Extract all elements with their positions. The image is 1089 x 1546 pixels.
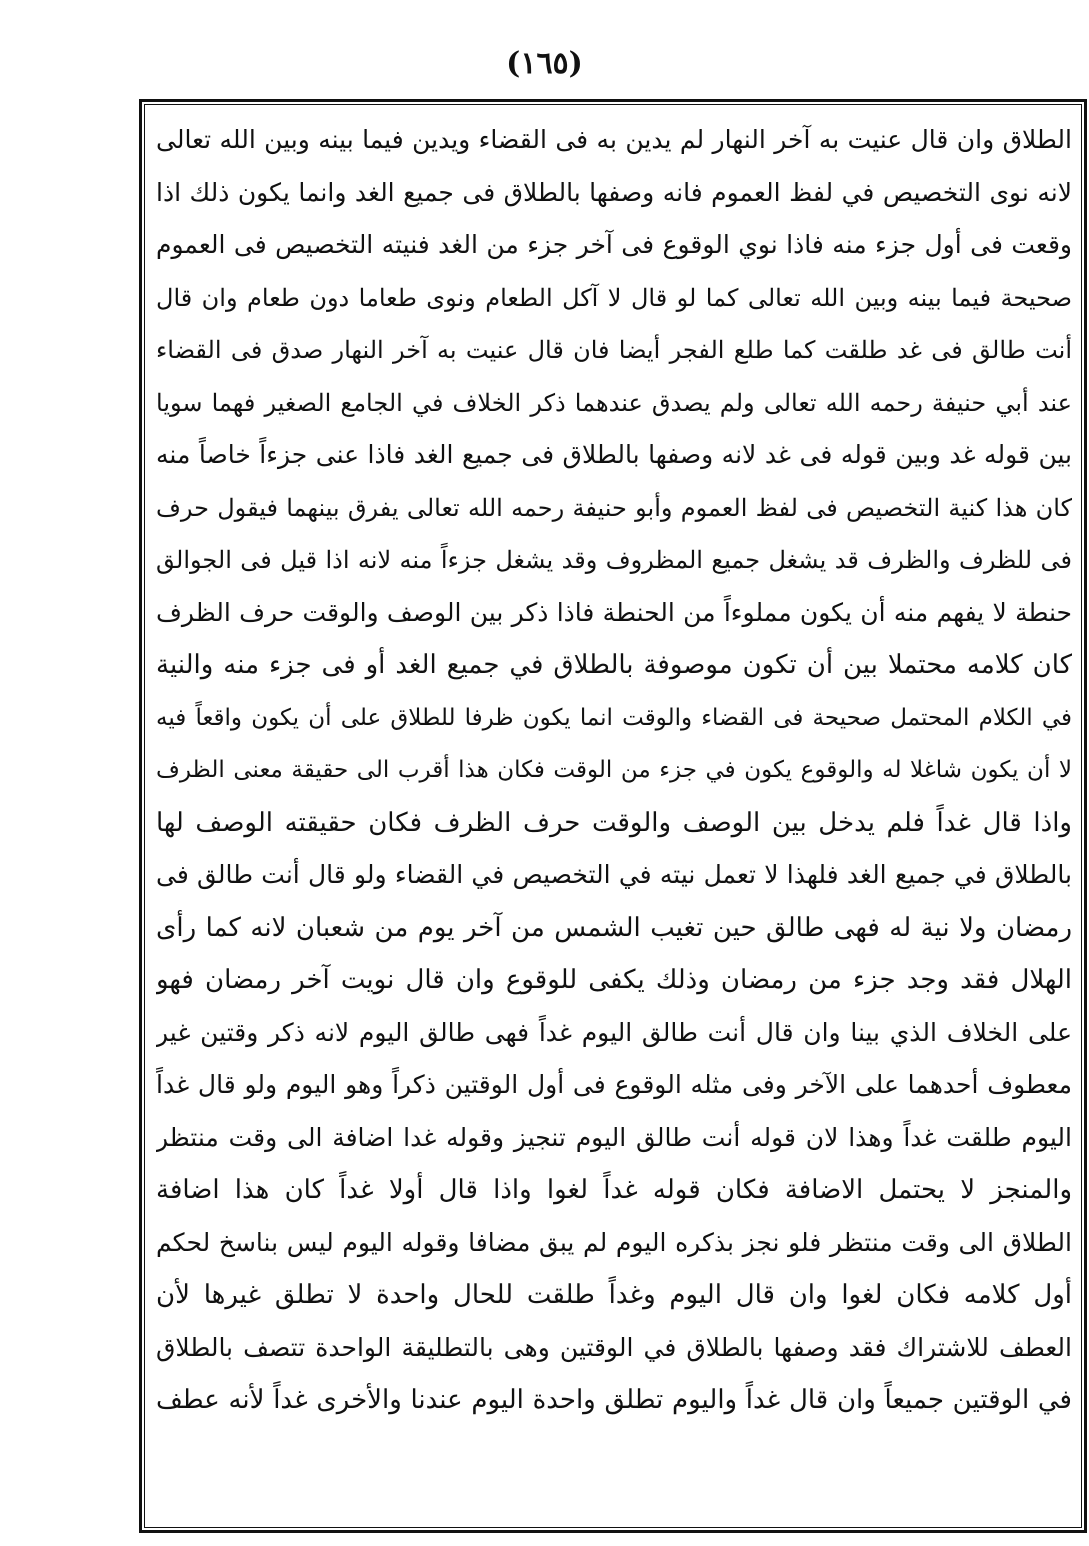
text-line: بالطلاق في جميع الغد فلهذا لا تعمل نيته في التخصيص في القضاء ولو قال أنت طالق فى	[156, 860, 1072, 889]
text-line: الهلال فقد وجد جزء من رمضان وذلك يكفى للوقوع وان قال نويت آخر رمضان فهو	[156, 965, 1072, 995]
text-line: عند أبي حنيفة رحمه الله تعالى ولم يصدق عندهما ذكر الخلاف في الجامع الصغير فهما سويا	[156, 388, 1072, 417]
text-line: الطلاق الى وقت منتظر فلو نجز بذكره اليوم لم يبق مضافا وقوله اليوم ليس بناسخ لحكم	[156, 1227, 1072, 1257]
text-line: أول كلامه فكان لغوا وان قال اليوم وغداً طلقت للحال واحدة لا تطلق غيرها لأن	[156, 1280, 1072, 1310]
text-line: واذا قال غداً فلم يدخل بين الوصف والوقت حرف الظرف فكان حقيقته الوصف لها	[156, 807, 1072, 838]
text-line: كان كلامه محتملا بين أن تكون موصوفة بالطلاق في جميع الغد أو فى جزء منه والنية	[156, 650, 1072, 680]
text-line: لا أن يكون شاغلا له والوقوع يكون في جزء من الوقت فكان هذا أقرب الى حقيقة معنى الظرف	[156, 757, 1072, 783]
text-line: اليوم طلقت غداً وهذا لان قوله أنت طالق اليوم تنجيز وقوله غدا اضافة الى وقت منتظر	[156, 1122, 1072, 1152]
text-line: على الخلاف الذي بينا وان قال أنت طالق اليوم غداً فهى طالق اليوم لانه ذكر وقتين غير	[156, 1017, 1072, 1047]
text-line: لانه نوى التخصيص في لفظ العموم فانه وصفها بالطلاق فى جميع الغد وانما يكون ذلك اذا	[156, 177, 1072, 207]
text-line: في الوقتين جميعاً وان قال غداً واليوم تطلق واحدة اليوم عندنا والأخرى غداً لأنه عطف	[156, 1385, 1072, 1415]
page-number: (١٦٥)	[506, 46, 583, 81]
text-line: وقعت فى أول جزء منه فاذا نوي الوقوع فى آخر جزء من الغد فنيته التخصيص فى العموم	[156, 230, 1072, 259]
text-line: كان هذا كنية التخصيص فى لفظ العموم وأبو حنيفة رحمه الله تعالى يفرق بينهما فيقول حرف	[156, 493, 1072, 522]
text-line: الطلاق وان قال عنيت به آخر النهار لم يدين به فى القضاء ويدين فيما بينه وبين الله تعالى	[156, 125, 1072, 154]
text-line: والمنجز لا يحتمل الاضافة فكان قوله غداً لغوا واذا قال أولا غداً كان هذا اضافة	[156, 1175, 1072, 1205]
text-line: أنت طالق فى غد طلقت كما طلع الفجر أيضا فان قال عنيت به آخر النهار صدق فى القضاء	[156, 336, 1072, 364]
text-line: فى للظرف والظرف قد يشغل جميع المظروف وقد يشغل جزءاً منه لانه اذا قيل فى الجوالق	[156, 546, 1072, 574]
text-line: بين قوله غد وبين قوله فى غد لانه وصفها بالطلاق فى جميع الغد فاذا عنى جزءاً خاصاً منه	[156, 440, 1072, 469]
text-line: معطوف أحدهما على الآخر وفى مثله الوقوع فى أول الوقتين ذكراً وهو اليوم ولو قال غداً	[156, 1070, 1072, 1099]
text-line: صحيحة فيما بينه وبين الله تعالى كما لو قال لا آكل الطعام ونوى طعاما دون طعام وان قال	[156, 283, 1072, 312]
text-line: حنطة لا يفهم منه أن يكون مملوءاً من الحنطة فاذا ذكر بين الوصف والوقت حرف الظرف	[156, 597, 1072, 627]
body-text	[156, 114, 1072, 1519]
text-line: في الكلام المحتمل صحيحة فى القضاء والوقت انما يكون ظرفا للطلاق على أن يكون واقعاً فيه	[156, 704, 1072, 731]
text-line: العطف للاشتراك فقد وصفها بالطلاق في الوقتين وهى بالتطليقة الواحدة تتصف بالطلاق	[156, 1332, 1072, 1362]
text-line: رمضان ولا نية له فهى طالق حين تغيب الشمس من آخر يوم من شعبان لانه كما رأى	[156, 912, 1072, 943]
